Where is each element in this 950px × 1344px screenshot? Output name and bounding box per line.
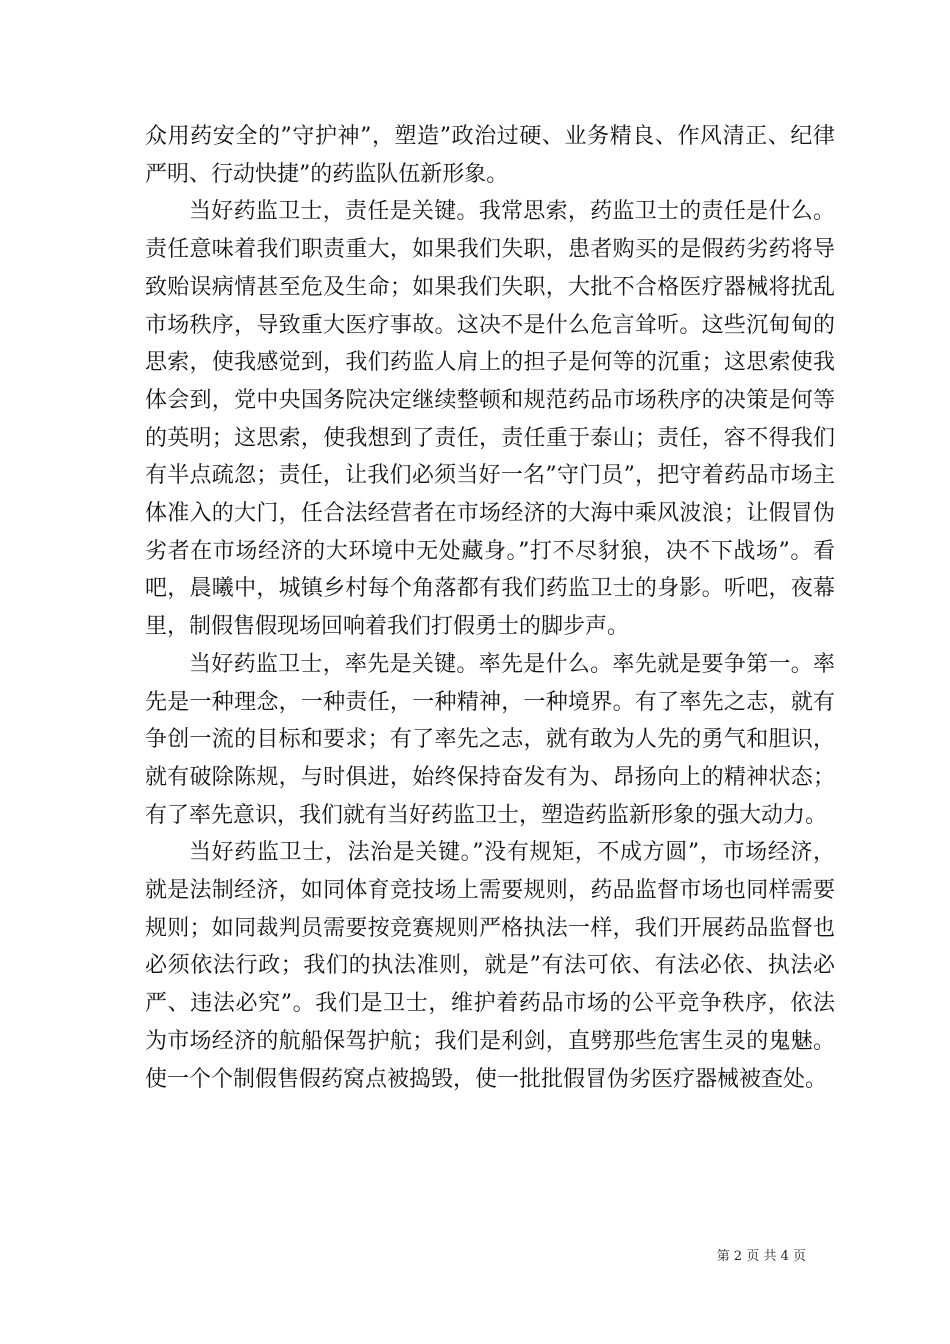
paragraph-continuation: 众用药安全的”守护神”，塑造”政治过硬、业务精良、作风清正、纪律严明、行动快捷”的药监队伍新形象。 bbox=[145, 124, 835, 187]
paragraph-leading: 当好药监卫士，率先是关键。率先是什么。率先就是要争第一。率先是一种理念，一种责任，一种精神，一种境界。有了率先之志，就有争创一流的目标和要求；有了率先之志，就有敢为人先的勇气和胆识，就有破除陈规，与时俱进，始终保持奋发有为、昂扬向上的精神状态；有了率先意识，我们就有当好药监卫士，塑造药监新形象的强大动力。 bbox=[145, 651, 835, 828]
paragraph-responsibility: 当好药监卫士，责任是关键。我常思索，药监卫士的责任是什么。责任意味着我们职责重大，如果我们失职，患者购买的是假药劣药将导致贻误病情甚至危及生命；如果我们失职，大批不合格医疗器械将扰乱市场秩序，导致重大医疗事故。这决不是什么危言耸听。这些沉甸甸的思索，使我感觉到，我们药监人肩上的担子是何等的沉重；这思索使我体会到，党中央国务院决定继续整顿和规范药品市场秩序的决策是何等的英明；这思索，使我想到了责任，责任重于泰山；责任，容不得我们有半点疏忽；责任，让我们必须当好一名”守门员”，把守着药品市场主体准入的大门，任合法经营者在市场经济的大海中乘风波浪；让假冒伪劣者在市场经济的大环境中无处藏身。”打不尽豺狼，决不下战场”。看吧，晨曦中，城镇乡村每个角落都有我们药监卫士的身影。听吧，夜幕里，制假售假现场回响着我们打假勇士的脚步声。 bbox=[145, 199, 835, 640]
document-body bbox=[145, 118, 835, 1098]
paragraph-rule-of-law: 当好药监卫士，法治是关键。”没有规矩，不成方圆”，市场经济，就是法制经济，如同体育竞技场上需要规则，药品监督市场也同样需要规则；如同裁判员需要按竞赛规则严格执法一样，我们开展药品监督也必须依法行政；我们的执法准则，就是”有法可依、有法必依、执法必严、违法必究”。我们是卫士，维护着药品市场的公平竞争秩序，依法为市场经济的航船保驾护航；我们是利剑，直劈那些危害生灵的鬼魅。使一个个制假售假药窝点被捣毁，使一批批假冒伪劣医疗器械被查处。 bbox=[145, 840, 835, 1092]
page-number: 第 2 页 共 4 页 bbox=[716, 1249, 806, 1264]
